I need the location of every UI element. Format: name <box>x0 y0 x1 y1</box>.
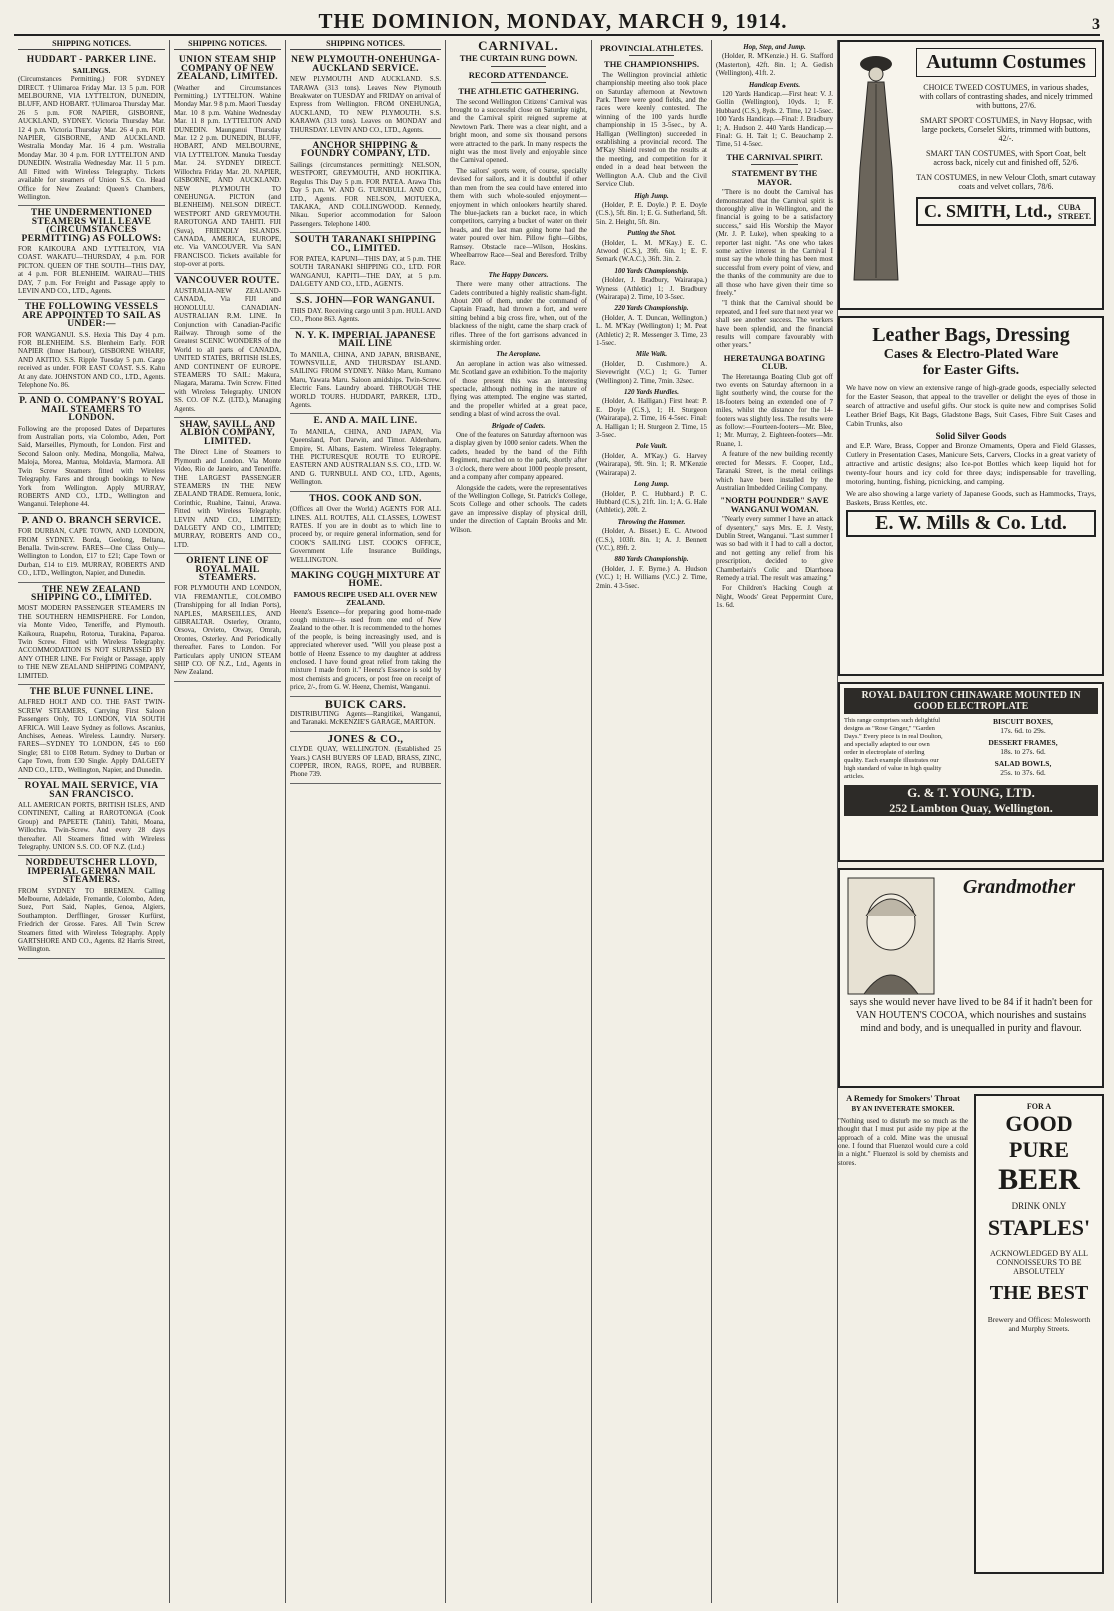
ad-body: FOR DURBAN, CAPE TOWN, AND LONDON, FROM SYDNEY. Borda, Geelong, Beltana, Benalla. Twin-screw. FARES—One Class Only—Wellington to London, £17 to £21; Cape Town or Durban, £14 to £19. MURRAY, ROBERTS AND CO., LTD., Wellington, Napier, and Dunedin. <box>18 527 165 578</box>
brewery-address: Brewery and Offices: Molesworth and Murphy Streets. <box>987 1315 1091 1333</box>
article-paragraph: The Wellington provincial athletic championship meeting also took place on Saturday afternoon at Newtown Park. There were good fields, and the races were keenly contested. The winning of the 100 yards hurdle championship in 15 3-5sec., by A. Halligan (Wellington) succeeded in establishing a provincial record. The M'Kay Shield rested on the results at the meeting, and competition for it ended in a dead heat between the Wellington A.A. Club and the Civil Service Club. <box>596 70 707 189</box>
ad-following-vessels <box>18 300 165 394</box>
ad-title: UNION STEAM SHIP COMPANY OF NEW ZEALAND, LIMITED. <box>177 55 278 83</box>
ad-smokers-throat <box>838 1094 968 1574</box>
event-heading: 100 Yards Championship. <box>614 266 689 275</box>
event-result: (Holder, L. M. M'Kay.) E. C. Atwood (C.S.), 39ft. 6in. 1; E. F. Semark (W.A.C.), 36ft. 3in. 2. <box>596 238 707 264</box>
ad-jones-co <box>290 732 441 784</box>
event-result: (Holder, D. Cushmore.) A. Sievewright (V.C.) 1; G. Turner (Wellington) 2. Time, 7min. 32sec. <box>596 359 707 385</box>
carnival-article-column <box>446 40 592 1603</box>
ad-norddeutscher-lloyd <box>18 856 165 958</box>
advertiser-name: C. SMITH, Ltd., <box>923 201 1053 221</box>
ad-title: HUDDART - PARKER LINE. <box>26 55 157 66</box>
ad-nyk-line <box>290 329 441 415</box>
event-result: (Holder, A. Halligan.) First heat: P. E. Doyle (C.S.), 1; H. Sturgeon (Wairarapa), 2. Time, 16 4-5sec. Final: A. Halligan 1; H. Sturgeon 2. Time, 15 3-5sec. <box>596 397 707 440</box>
event-result: (Holder, P. E. Doyle.) P. E. Doyle (C.S.), 5ft. 8in. 1; E. G. Sutherland, 5ft. 5in. 2. Height, 5ft. 8in. <box>596 200 707 226</box>
ad-title: THE BLUE FUNNEL LINE. <box>29 687 154 698</box>
ad-title: A Remedy for Smokers' Throat <box>846 1094 960 1103</box>
page-number: 3 <box>1092 16 1100 33</box>
ad-body: FOR KAIKOURA AND LYTTELTON, VIA COAST. WAKATU—THURSDAY, 4 p.m. FOR PICTON. QUEEN OF THE SOUTH—THIS DAY, at 4 p.m. FOR BLENHEIM. WAIRAU—THIS DAY, 7 p.m. For Freight and Passage apply to LEVIN AND CO., LTD., Agents. <box>18 244 165 295</box>
ad-vancouver-route <box>174 274 281 419</box>
article-paragraph: An aeroplane in action was also witnessed. Mr. Scotland gave an exhibition. To the majority of those present this was an interesting spectacle, although nothing in the nature of flying was attempted. The engine was started, and the propeller whirled at a great pace, sending a blast of wind across the oval. <box>450 359 587 419</box>
ad-title: N. Y. K. IMPERIAL JAPANESE MAIL LINE <box>295 330 436 350</box>
article-paragraph: For Children's Hacking Cough at Night, Woods' Great Peppermint Cure, 1s. 6d. <box>716 584 833 610</box>
ad-royal-daulton <box>838 682 1104 862</box>
section-heading: HERETAUNGA BOATING CLUB. <box>723 352 826 372</box>
ad-buick-cars <box>290 697 441 732</box>
ad-orient-line <box>174 554 281 682</box>
event-result: (Holder, A. M'Kay.) G. Harvey (Wairarapa), 9ft. 9in. 1; R. M'Kenzie (Wairarapa) 2. <box>596 451 707 477</box>
article-paragraph: "Nearly every summer I have an attack of dysentery," says Mrs. E. J. Vesty, Dublin Street, Wanganui. "Last summer I was so bad with it I had to call a doctor, and not getting any relief from his prescription, decided to give Chamberlain's Colic and Diarrhoea Remedy a trial. The result was amazing." <box>716 515 833 582</box>
article-paragraph: "I think that the Carnival should be repeated, and I feel sure that next year we shall see another success. The workers have been splendid, and the financial results will compare favourably with other years." <box>716 299 833 350</box>
ad-body: This range comprises such delightful designs as "Rose Ginger," "Garden Days." Every piece is in real Doulton, and specially adapted to our own order in electroplate of sterling quality. Each example illustrates our high standard of value in high quality articles. <box>844 717 943 780</box>
ad-body: Heenz's Essence—for preparing good home-made cough mixture—is used from one end of New Zealand to the other. It is recommended to the homes of the people, is being increasingly used, and is appreciated wherever used. "Will you please post a bottle of Heenz Essence to my daughter at address enclosed. I have found great relief from taking the mixture I made from it." Heenz's Essence is sold by most chemists and grocers, or post free on receipt of price, 2/-, from G. W. Heenz, Chemist, Wanganui. <box>290 607 441 692</box>
ad-blue-funnel <box>18 685 165 779</box>
shipping-column-1 <box>14 40 170 1603</box>
ad-body: CLYDE QUAY, WELLINGTON. (Established 25 Years.) CASH BUYERS OF LEAD, BRASS, ZINC, COPPER, IRON, RAGS, ROPE, and RUBBER. Phone 739. <box>290 745 441 779</box>
column-heading: SHIPPING NOTICES. <box>18 40 165 50</box>
article-paragraph: One of the features on Saturday afternoon was a display given by 1000 senior cadets. When the cadets, headed by the band of the Fifth Regiment, marched on to the park, shortly after 3 o'clock, there were about 1000 people present, and a company after company appeared. <box>450 431 587 482</box>
ad-title: Leather Bags, Dressing <box>872 324 1070 346</box>
ad-title: MAKING COUGH MIXTURE AT HOME. <box>291 570 440 590</box>
article-subtitle: THE CURTAIN RUNG DOWN. <box>459 53 578 64</box>
article-paragraph: The sailors' sports were, of course, specially devised for sailors, and it is doubtful if other than men from the sea could have entered into them with such whole-souled enjoyment—enjoyment in which onlookers heartily shared. The blue-jackets ran a bucket race, in which competitors, carrying a bucket of water on their heads, and the last man going home had the water poured over him. Pillow fight—Gibbs, Ramsey. Obstacle race—Wilson, Hoskins. Wheelbarrow Race—Seal and Beresford. Trilby Race. <box>450 166 587 268</box>
ad-body: THIS DAY. Receiving cargo until 3 p.m. HULL AND CO., Phone 863. Agents. <box>290 306 441 324</box>
ad-line: GOOD <box>1005 1111 1073 1136</box>
price-value: 25s. to 37s. 6d. <box>1000 768 1046 777</box>
ad-body: FROM SYDNEY TO BREMEN. Calling Melbourne, Adelaide, Fremantle, Colombo, Aden, Suez, Port Said, Naples, Genoa, Algiers, Southampton. Derfflinger, Grosser Kurfürst, Friedrich der Grosse. Fares. All Twin Screw Steamers fitted with Wireless Telegraphy. Apply GARTSHORE AND CO., Agents. 82 Harris Street, Wellington. <box>18 886 165 954</box>
article-paragraph: The second Wellington Citizens' Carnival was brought to a successful close on Saturday night, and the Carnival spirit reigned supreme at Newtown Park. There was a clear night, and a bright moon, and some six thousand persons were attracted to the park. In many respects the night was the most lively and enjoyable since the Carnival opened. <box>450 97 587 165</box>
ad-title: JONES & CO., <box>327 732 404 745</box>
ad-title: ROYAL DAULTON CHINAWARE MOUNTED IN GOOD ELECTROPLATE <box>844 688 1098 714</box>
ad-ss-john <box>290 294 441 329</box>
ad-p-and-o <box>18 394 165 513</box>
ad-body: (Offices all Over the World.) AGENTS FOR ALL LINES. ALL ROUTES, ALL CLASSES, LOWEST RATES. If you are in doubt as to which line to proceed by, or require general information, send for COOK'S SAILING LIST. COOK'S OFFICE, Government Life Insurance Buildings, WELLINGTON. <box>290 505 441 564</box>
ad-body: AUSTRALIA-NEW ZEALAND-CANADA, Via FIJI and HONOLULU. CANADIAN-AUSTRALIAN R.M. LINE. In Conjunction with Canadian-Pacific Railway. Through some of the Greatest SCENIC WONDERS of the World to all parts of CANADA, UNITED STATES, BRITISH ISLES, AND CONTINENT OF EUROPE. STEAMERS TO SAIL: Makura, Niagara, Marama. Twin Screw. Fitted with Wireless Telegraphy. UNION SS. CO. OF N.Z. (LTD.), Managing Agents. <box>174 286 281 413</box>
ad-title: SHAW, SAVILL, AND ALBION COMPANY, LIMITED. <box>179 420 276 447</box>
event-result: (Holder, R. M'Kenzie.) H. G. Stafford (Masterton), 42ft. 8in. 1; A. Gedish (Wellington), 41ft. 2. <box>716 52 833 78</box>
ad-title: THE UNDERMENTIONED STEAMERS WILL LEAVE (CIRCUMSTANCES PERMITTING) AS FOLLOWS: <box>21 208 162 244</box>
ad-cough-mixture <box>290 569 441 697</box>
ad-south-taranaki <box>290 233 441 293</box>
column-heading: SHIPPING NOTICES. <box>174 40 281 50</box>
section-subheading: THE CHAMPIONSHIPS. <box>604 59 699 70</box>
shipping-column-3 <box>286 40 446 1603</box>
ad-body: ALFRED HOLT AND CO. THE FAST TWIN-SCREW STEAMERS, Carrying First Saloon Passengers Only, TO LONDON, VIA SOUTH AFRICA. Will Leave Sydney as follows. Ascanius, Anchises, Aeneas. Wireless. Laundry. Nursery. FARES—SYDNEY TO LONDON, £45 to £60 Single; £81 to £108 Return. Sydney to Durban or Cape Town, from £30 Single. Apply DALGETY AND CO., LTD., Wellington, Napier, and Dunedin. <box>18 698 165 774</box>
article-title: CARNIVAL. <box>478 40 559 53</box>
article-paragraph: "There is no doubt the Carnival has demonstrated that the Carnival spirit is thoroughly alive in Wellington, and the financial is going to be a satisfactory success," said His Worship the Mayor (Mr. J. P. Luke), when speaking to a reporter last night. "As one who takes some active interest in the Carnival I must say the whole thing has been most successful from every point of view, and the thanks of the community are due to all those who have given their time so freely." <box>716 188 833 297</box>
ad-van-houtens-cocoa <box>838 868 1104 1088</box>
woman-figure-illustration <box>846 48 906 288</box>
event-heading: Putting the Shot. <box>627 229 676 238</box>
ad-title: Autumn Costumes <box>916 48 1096 77</box>
ad-title: E. AND A. MAIL LINE. <box>313 416 418 427</box>
event-heading: Long Jump. <box>633 480 669 489</box>
column-heading: SHIPPING NOTICES. <box>290 40 441 50</box>
shipping-column-2 <box>170 40 286 1603</box>
event-heading: Handicap Events. <box>748 80 801 89</box>
athletes-column <box>592 40 712 1603</box>
ad-title: BUICK CARS. <box>324 696 407 711</box>
section-subheading: STATEMENT BY THE MAYOR. <box>731 168 818 187</box>
article-paragraph: A feature of the new building recently erected for Messrs. F. Cooper, Ltd., Taranaki Street, is the metal ceilings which have been installed by the Australian Imbedded Ceiling Company. <box>716 450 833 492</box>
ad-body: DISTRIBUTING Agents—Rangitikei, Wanganui, and Taranaki. McKENZIE'S GARAGE, MARTON. <box>290 710 441 727</box>
ad-anchor-shipping <box>290 139 441 233</box>
article-paragraph: There were many other attractions. The Cadets contributed a highly realistic sham-fight. About 200 of them, under the command of Captain Fraadt, had thrown a fort, and were sitting behind a big cross fire, when, out of the blackness of the night, came the sharp crack of rifles. Three of the fort garrisons advanced in skirmishing order. <box>450 280 587 347</box>
ad-body: FOR PLYMOUTH AND LONDON, VIA FREMANTLE, COLOMBO (Transhipping for all Indian Ports), NAPLES, MARSEILLES, AND GIBRALTAR. Osterley, Otranto, Orsova, Orvieto, Otway, Omrah, Orontes, Osterley. And Periodically thereafter. Fares to London. For Particulars apply UNION STEAM SHIP CO. OF N.Z., Ltd., Agents in New Zealand. <box>174 584 281 677</box>
subheading: Brigade of Cadets. <box>491 421 546 430</box>
ad-byline: BY AN INVETERATE SMOKER. <box>851 1105 955 1114</box>
ad-title: NORDDEUTSCHER LLOYD, IMPERIAL GERMAN MAIL STEAMERS. <box>25 858 158 886</box>
price-value: 18s. to 27s. 6d. <box>1000 747 1046 756</box>
ad-leather-bags <box>838 316 1104 676</box>
ad-subheading: Solid Silver Goods <box>935 431 1007 441</box>
masthead <box>14 6 1100 36</box>
advertiser-name: E. W. Mills & Co. Ltd. <box>846 510 1096 537</box>
ad-line: DRINK ONLY <box>1011 1201 1067 1211</box>
event-result: (Holder, J. Bradbury, Wairarapa.) Wyness (Athletic) 1; J. Bradbury (Wairarapa) 2. Time, 10 3-5sec. <box>596 276 707 301</box>
ad-line: THE BEST <box>989 1282 1089 1304</box>
ad-body: Following are the proposed Dates of Departures from Australian ports, via Colombo, Aden, Port Said, Marseilles, Plymouth, for London. First and Second Saloon only. Medina, Mongolia, Malwa, Maloja, Morea, Mantua, Moldavia, Marmora. All Twin Screw Steamers fitted with Wireless Telegraphy. Fares and through bookings to New York from Wellington. Apply MURRAY, ROBERTS AND CO., LTD., Wellington and Wanganui. Telephone 44. <box>18 424 165 509</box>
advertiser-address: 252 Lambton Quay, Wellington. <box>844 801 1098 816</box>
ad-body: ALL AMERICAN PORTS, BRITISH ISLES, AND CONTINENT, Calling at RAROTONGA (Cook Group) and PAPEETE (Tahiti). Tahiti, Moana, Willochra. Twin-Screw. And every 28 days thereafter. All Steamers fitted with Wireless Telegraphy. UNION S.S. CO. OF N.Z. (Ltd.) <box>18 800 165 851</box>
article-deck: RECORD ATTENDANCE. <box>468 69 569 80</box>
ad-body: NEW PLYMOUTH AND AUCKLAND. S.S. TARAWA (313 tons). Leaves New Plymouth Breakwater on TUESDAY and FRIDAY on arrival of Express from Wellington. FROM ONEHUNGA, AUCKLAND, TO NEW PLYMOUTH. S.S. KARAWA (313 tons). Leaves on MONDAY and THURSDAY. LEVIN AND CO., LTD., Agents. <box>290 75 441 134</box>
event-result: (Holder, A. T. Duncan, Wellington.) L. M. M'Kay (Wellington) 1; M. Peat (Athletic) 2; R. Messenger 3. Time, 23 1-5sec. <box>596 313 707 347</box>
ad-thos-cook <box>290 492 441 569</box>
ad-body: Sailings (circumstances permitting): NELSON, WESTPORT, GREYMOUTH, AND HOKITIKA. Regulus This Day 5 p.m. FOR PATEA. Arawa This Day 5 p.m. W. AND G. TURNBULL AND CO., LTD., Agents. FOR NELSON, MOTUEKA, TAKAKA, AND COLLINGWOOD. Kennedy, Nikau. Superior accommodation for Saloon Passengers. Telephone 1400. <box>290 160 441 228</box>
ad-subtitle: Cases & Electro-Plated Ware <box>883 347 1059 362</box>
ad-title: SOUTH TARANAKI SHIPPING CO., LIMITED. <box>294 235 437 254</box>
event-heading: Mile Walk. <box>635 350 668 359</box>
ad-line: ACKNOWLEDGED BY ALL CONNOISSEURS TO BE ABSOLUTELY <box>990 1249 1088 1276</box>
ad-title: ANCHOR SHIPPING & FOUNDRY COMPANY, LTD. <box>300 141 431 160</box>
ad-title: THOS. COOK AND SON. <box>309 493 422 504</box>
ad-item: TAN COSTUMES, in new Velour Cloth, smart cutaway coats and velvet collars, 78/6. <box>916 173 1096 191</box>
ad-title: THE NEW ZEALAND SHIPPING CO., LIMITED. <box>31 584 152 603</box>
event-result: (Holder, J. F. Byrne.) A. Hudson (V.C.) 1; H. Williams (V.C.) 2. Time, 2min. 4 3-5sec. <box>596 564 707 590</box>
ad-title: S.S. JOHN—FOR WANGANUI. <box>296 295 435 306</box>
ad-title: NEW PLYMOUTH-ONEHUNGA-AUCKLAND SERVICE. <box>291 55 440 74</box>
ad-body: MOST MODERN PASSENGER STEAMERS IN THE SOUTHERN HEMISPHERE. For London, via Monte Video, Teneriffe, and Plymouth. Kaikoura, Ruapehu, Rotorua, Turakina, Paparoa. Twin Screw. Fitted with Wireless Telegraphy. ACCOMMODATION IS NOT SURPASSED BY ANY OTHER LINE. For Freight or Passage, apply to THE NEW ZEALAND SHIPPING COMPANY, LIMITED. <box>18 604 165 680</box>
ad-body: We have now on view an extensive range of high-grade goods, especially selected for the Easter Season, that appeal to the traveller or delight the eyes of those in search of attractive and useful gifts. Our stock is quite new and comprises Solid Leather Brief Bags, Kit Bags, Gladstone Bags, Suit Cases, Fibre Suit Cases and Cabin Trunks, also <box>846 383 1096 428</box>
ad-subtitle: SAILINGS. <box>72 65 111 75</box>
price-item: BISCUIT BOXES, <box>993 717 1053 726</box>
ad-body: FOR WANGANUI. S.S. Hexia This Day 4 p.m. FOR BLENHEIM. S.S. Blenheim Early. FOR NAPIER (Inner Harbour), GISBORNE WHARF, AND AKITIO. S.S. Ripple Tuesday 5 p.m. Cargo received as under. FOR EAST COAST. S.S. Kahu At any date. JOHNSTON AND CO., LTD., Agents. Telephone No. 86. <box>18 330 165 390</box>
ad-nz-shipping <box>18 583 165 685</box>
ad-title: P. AND O. COMPANY'S ROYAL MAIL STEAMERS TO LONDON. <box>19 396 164 424</box>
ad-subtitle-2: for Easter Gifts. <box>922 363 1020 378</box>
ad-shaw-savill <box>174 418 281 554</box>
ad-title: Grandmother <box>962 876 1076 898</box>
ad-royal-mail <box>18 779 165 856</box>
ad-subtitle: FAMOUS RECIPE USED ALL OVER NEW ZEALAND. <box>293 589 438 608</box>
section-heading: "NORTH POUNDER" SAVE WANGANUI WOMAN. <box>720 495 829 514</box>
carnival-spirit-column <box>712 40 838 1603</box>
masthead-title: THE DOMINION, MONDAY, MARCH 9, 1914. <box>318 9 788 33</box>
grandmother-portrait-illustration <box>846 876 936 996</box>
event-heading: High Jump. <box>634 191 669 200</box>
ad-undermentioned-steamers <box>18 206 165 300</box>
ad-title: P. AND O. BRANCH SERVICE. <box>21 515 162 526</box>
price-value: 17s. 6d. to 29s. <box>1000 726 1046 735</box>
ad-body: To MANILA, CHINA, AND JAPAN, Via Queensland, Port Darwin, and Timor. Aldenham, Empire, St. Albans, Eastern. Wireless Telegraphy. THE PICTURESQUE ROUTE TO EUROPE. EASTERN AND AUSTRALIAN S.S. CO., LTD. W. AND G. TURNBULL AND CO., LTD., Agents, Wellington. <box>290 427 441 487</box>
event-heading: 880 Yards Championship. <box>614 555 689 564</box>
ad-body: We are also showing a large variety of Japanese Goods, such as Hammocks, Trays, Baskets, Brass Kettles, etc. <box>846 489 1096 507</box>
brand-name: STAPLES' <box>987 1215 1091 1240</box>
ad-eastern-australian <box>290 414 441 491</box>
ad-onehunga-service <box>290 53 441 139</box>
article-paragraph: The Heretaunga Boating Club got off two events on Saturday afternoon in a light southerly wind, the course for the 18-footers being an extended one of 7 miles, whilst the distance for the 14-footers was slightly less. The results were as follow:—Fourteen-footers—Mr. Blee, 1; Mr. Murray, 2. Eighteen-footers—Mr. Ruane, 1. <box>716 372 833 448</box>
ad-line: BEER <box>998 1163 1080 1196</box>
ad-body: "Nothing used to disturb me so much as the thought that I must put aside my pipe at the approach of a cold. Mine was the unusual one. I found that Fluenzol would cure a cold in a night." Fluenzol is sold by chemists and stores. <box>838 1116 968 1167</box>
article-paragraph: Alongside the cadets, were the representatives of the Wellington College, St. Patrick's College, Scots College and other schools. The cadets gave an impressive display of physical drill, under the direction of Captain Brooks and Mr. Wilson. <box>450 483 587 534</box>
advertiser-name: G. & T. YOUNG, LTD. <box>844 785 1098 801</box>
ad-huddart-parker <box>18 53 165 206</box>
ad-autumn-costumes <box>838 40 1104 310</box>
ad-item: CHOICE TWEED COSTUMES, in various shades, with collars of contrasting shades, and nicely trimmed with buttons, 27/6. <box>919 83 1093 110</box>
ad-title: VANCOUVER ROUTE. <box>175 275 280 286</box>
ad-title: ORIENT LINE OF ROYAL MAIL STEAMERS. <box>186 556 269 583</box>
advertiser-street: CUBA STREET. <box>1058 202 1091 221</box>
price-item: DESSERT FRAMES, <box>988 738 1058 747</box>
article-deck-2: THE ATHLETIC GATHERING. <box>458 86 579 97</box>
ad-body: FOR PATEA, KAPUNI—THIS DAY, at 5 p.m. THE SOUTH TARANAKI SHIPPING CO., LTD. FOR WANGANUI, KAPITI—THE DAY, at 5 p.m. DALGETY AND CO., LTD., AGENTS. <box>290 254 441 289</box>
ad-staples-beer <box>974 1094 1104 1574</box>
price-item: SALAD BOWLS, <box>994 759 1052 768</box>
ad-title: THE FOLLOWING VESSELS ARE APPOINTED TO SAIL AS UNDER:— <box>22 302 161 330</box>
ad-line: FOR A <box>1026 1102 1052 1111</box>
ad-body: (Weather and Circumstances Permitting.) LYTTELTON. Wahine Monday Mar. 9 8 p.m. Maori Tuesday Mar. 10 8 p.m. Wahine Wednesday Mar. 11 8 p.m. LYTTELTON AND DUNEDIN. Maunganui Thursday Mar. 12 2 p.m. DUNEDIN, BLUFF, HOBART, AND MELBOURNE, VIA LYTTELTON. Manuka Tuesday Mar. 24. SYDNEY DIRECT. Willochra Friday Mar. 20. NAPIER, GISBORNE, AND AUCKLAND. NEW PLYMOUTH TO ONEHUNGA. PICTON (and BLENHEIM). NELSON DIRECT. WESTPORT AND GREYMOUTH. RAROTONGA AND TAHITI. FIJI (Suva), FRIENDLY ISLANDS. CANADA, AMERICA, EUROPE, etc. Via VANCOUVER. Via SAN FRANCISCO. Tickets available for stop-over at ports. <box>174 83 281 269</box>
event-heading: 120 Yards Hurdles. <box>623 388 680 397</box>
ad-item: SMART SPORT COSTUMES, in Navy Hopsac, with large pockets, Corselet Skirts, trimmed with buttons, 42/-. <box>920 116 1092 143</box>
ad-title: ROYAL MAIL SERVICE, VIA SAN FRANCISCO. <box>24 781 159 800</box>
ad-body: To MANILA, CHINA, AND JAPAN, BRISBANE, TOWNSVILLE, AND THURSDAY ISLAND. SAILING FROM SYDNEY. Nikko Maru, Kumano Maru, Yawata Maru. Saloon amidships. Twin-Screw. Electric Fans. Laundry aboard. THROUGH THE WORLD TOURS. HUDDART, PARKER, LTD., Agents. <box>290 350 441 410</box>
event-result: (Holder, P. C. Hubbard.) P. C. Hubbard (C.S.), 21ft. 1in. 1; A. G. Hale (Athletic), 20ft. 2. <box>596 489 707 515</box>
event-heading: Throwing the Hammer. <box>617 517 686 526</box>
ad-line: PURE <box>1009 1137 1069 1162</box>
section-heading: THE CARNIVAL SPIRIT. <box>726 151 823 162</box>
event-heading: Pole Vault. <box>635 442 668 451</box>
section-heading: PROVINCIAL ATHLETES. <box>599 43 704 53</box>
event-heading: Hop, Step, and Jump. <box>743 43 806 51</box>
event-heading: 220 Yards Championship. <box>614 304 689 313</box>
event-result: (Holder, A. Bisset.) E. C. Atwood (C.S.), 103ft. 8in. 1; A. J. Bennett (V.C.), 89ft. 2. <box>596 527 707 552</box>
ad-body: and E.P. Ware, Brass, Copper and Bronze Ornaments, Opera and Field Glasses, Cutlery in Presentation Cases, Manicure Sets, Carvers, Clocks in a great variety of attractive and artistic designs; also Ice-pot Bottles which keep liquid hot for twenty-four hours and icy cold for three days; indispensable for travelling, motoring, hunting, fishing, picnicking, and camping. <box>846 441 1096 486</box>
ad-union-steam-ship <box>174 53 281 273</box>
event-result: 120 Yards Handicap.—First heat: V. J. Gollin (Wellington), 10yds. 1; F. Hubbard (C.S.), 8yds. 2. Time, 12 1-5sec. 100 Yards Handicap.—Final: J. Bradbury 1; A. Hudson 2. 440 Yards Handicap.—Final: G. H. Tait 1; C. Beauchamp 2. Time, 51 4-5sec. <box>716 90 833 149</box>
subheading: The Happy Dancers. <box>488 270 549 279</box>
ad-p-and-o-branch <box>18 514 165 583</box>
ad-body: says she would never have lived to be 84 if it hadn't been for VAN HOUTEN'S COCOA, which nourishes and sustains mind and body, and is unequalled in purity and flavour. <box>849 997 1093 1034</box>
ad-body: (Circumstances Permitting.) FOR SYDNEY DIRECT. †Ulimaroa Friday Mar. 13 5 p.m. FOR MELBOURNE, VIA LYTTELTON, DUNEDIN, BLUFF, AND HOBART. †Ulimaroa Thursday Mar. 26 5 p.m. FOR NAPIER, GISBORNE, AUCKLAND, SYDNEY. Victoria Thursday Mar. 12 4 p.m. Victoria Thursday Mar. 26 4 p.m. FOR NAPIER, GISBORNE, AND AUCKLAND. Westralia Monday Mar. 16 4 p.m. Westralia Monday Mar. 30 4 p.m. FOR LYTTELTON AND DUNEDIN. Westralia Wednesday Mar. 11 5 p.m. All Fitted with Wireless Telegraphy. Tickets available for steamers of Union S.S. Co. Head Office for New Zealand: Queen's Chambers, Wellington. <box>18 75 165 201</box>
ad-body: The Direct Line of Steamers to Plymouth and London. Via Monte Video, Rio de Janeiro, and Teneriffe. THE LARGEST PASSENGER STEAMERS IN THE NEW ZEALAND TRADE. Remuera, Ionic, Corinthic, Ruahine, Tainui, Arawa. Fitted with Wireless Telegraphy. LEVIN AND CO., LIMITED; DALGETY AND CO., LIMITED; MURRAY, ROBERTS AND CO., LTD. <box>174 448 281 549</box>
ad-item: SMART TAN COSTUMES, with Sport Coat, belt across back, nicely cut and finished off, 52/6. <box>926 149 1086 167</box>
subheading: The Aeroplane. <box>496 350 541 359</box>
